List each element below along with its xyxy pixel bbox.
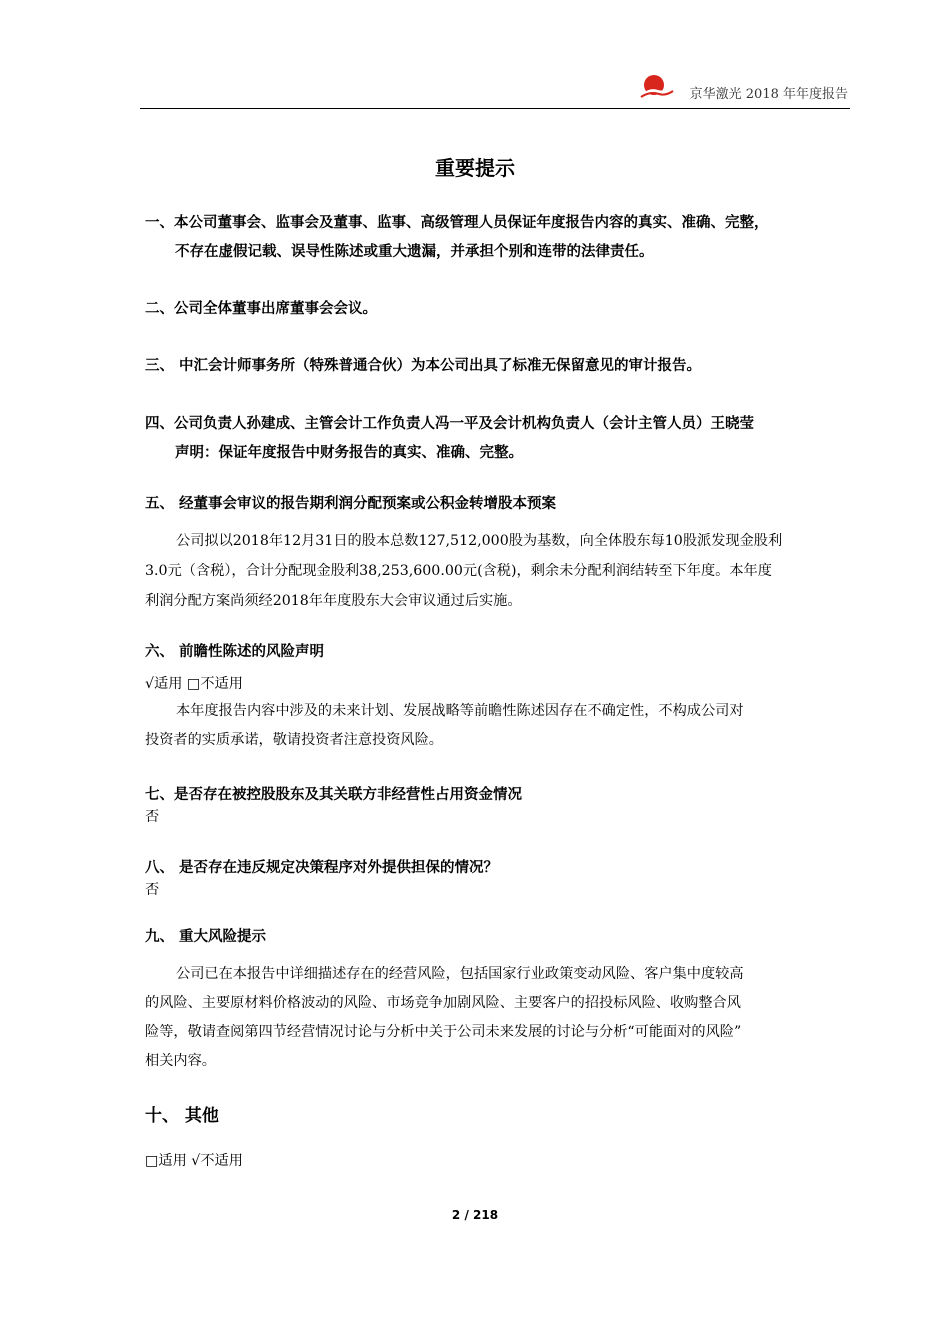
item-4-line-1: 四、公司负责人孙建成、主管会计工作负责人冯一平及会计机构负责人（会计主管人员）王晓莹: [145, 416, 754, 432]
item-6-heading: 六、 前瞻性陈述的风险声明: [145, 644, 325, 660]
item-8-heading: 八、 是否存在违反规定决策程序对外提供担保的情况？: [145, 860, 499, 876]
item-7-answer: 否: [145, 809, 160, 825]
item-2: 二、公司全体董事出席董事会会议。: [145, 301, 377, 317]
item-6-applicability: √适用 □不适用: [145, 676, 243, 692]
item-9-paragraph-line-2: 的风险、主要原材料价格波动的风险、市场竞争加剧风险、主要客户的招投标风险、收购整合风: [145, 995, 741, 1011]
item-8-answer: 否: [145, 882, 160, 898]
item-4-line-2: 声明：保证年度报告中财务报告的真实、准确、完整。: [175, 445, 523, 461]
item-9-paragraph-line-1: 公司已在本报告中详细描述存在的经营风险，包括国家行业政策变动风险、客户集中度较高: [176, 966, 744, 982]
item-9-paragraph-line-4: 相关内容。: [145, 1053, 216, 1069]
item-10-applicability: □适用 √不适用: [145, 1153, 243, 1169]
item-1-line-2: 不存在虚假记载、误导性陈述或重大遗漏，并承担个别和连带的法律责任。: [175, 244, 654, 260]
item-10-heading: 十、 其他: [145, 1106, 219, 1126]
item-6-paragraph-line-2: 投资者的实质承诺，敬请投资者注意投资风险。: [145, 732, 443, 748]
company-logo-icon: [640, 74, 674, 100]
item-5-heading: 五、 经董事会审议的报告期利润分配预案或公积金转增股本预案: [145, 496, 557, 512]
item-5-paragraph-line-1: 公司拟以2018年12月31日的股本总数127,512,000股为基数，向全体股东每10股派发现金股利: [176, 533, 783, 549]
item-9-paragraph-line-3: 险等，敬请查阅第四节经营情况讨论与分析中关于公司未来发展的讨论与分析“可能面对的风险”: [145, 1024, 742, 1040]
item-9-heading: 九、 重大风险提示: [145, 929, 267, 945]
item-3: 三、 中汇会计师事务所（特殊普通合伙）为本公司出具了标准无保留意见的审计报告。: [145, 358, 702, 374]
item-5-paragraph-line-3: 利润分配方案尚须经2018年年度股东大会审议通过后实施。: [145, 593, 522, 609]
header-title: 京华激光 2018 年年度报告: [689, 87, 848, 102]
item-5-paragraph-line-2: 3.0元（含税），合计分配现金股利38,253,600.00元(含税)，剩余未分配利润结转至下年度。本年度: [145, 563, 772, 579]
page-title: 重要提示: [435, 156, 515, 180]
item-6-paragraph-line-1: 本年度报告内容中涉及的未来计划、发展战略等前瞻性陈述因存在不确定性，不构成公司对: [176, 703, 744, 719]
item-7-heading: 七、是否存在被控股股东及其关联方非经营性占用资金情况: [145, 787, 522, 803]
page-header: [140, 70, 850, 109]
page-number: 2 / 218: [451, 1208, 499, 1222]
item-1-line-1: 一、本公司董事会、监事会及董事、监事、高级管理人员保证年度报告内容的真实、准确、完整，: [145, 215, 769, 231]
